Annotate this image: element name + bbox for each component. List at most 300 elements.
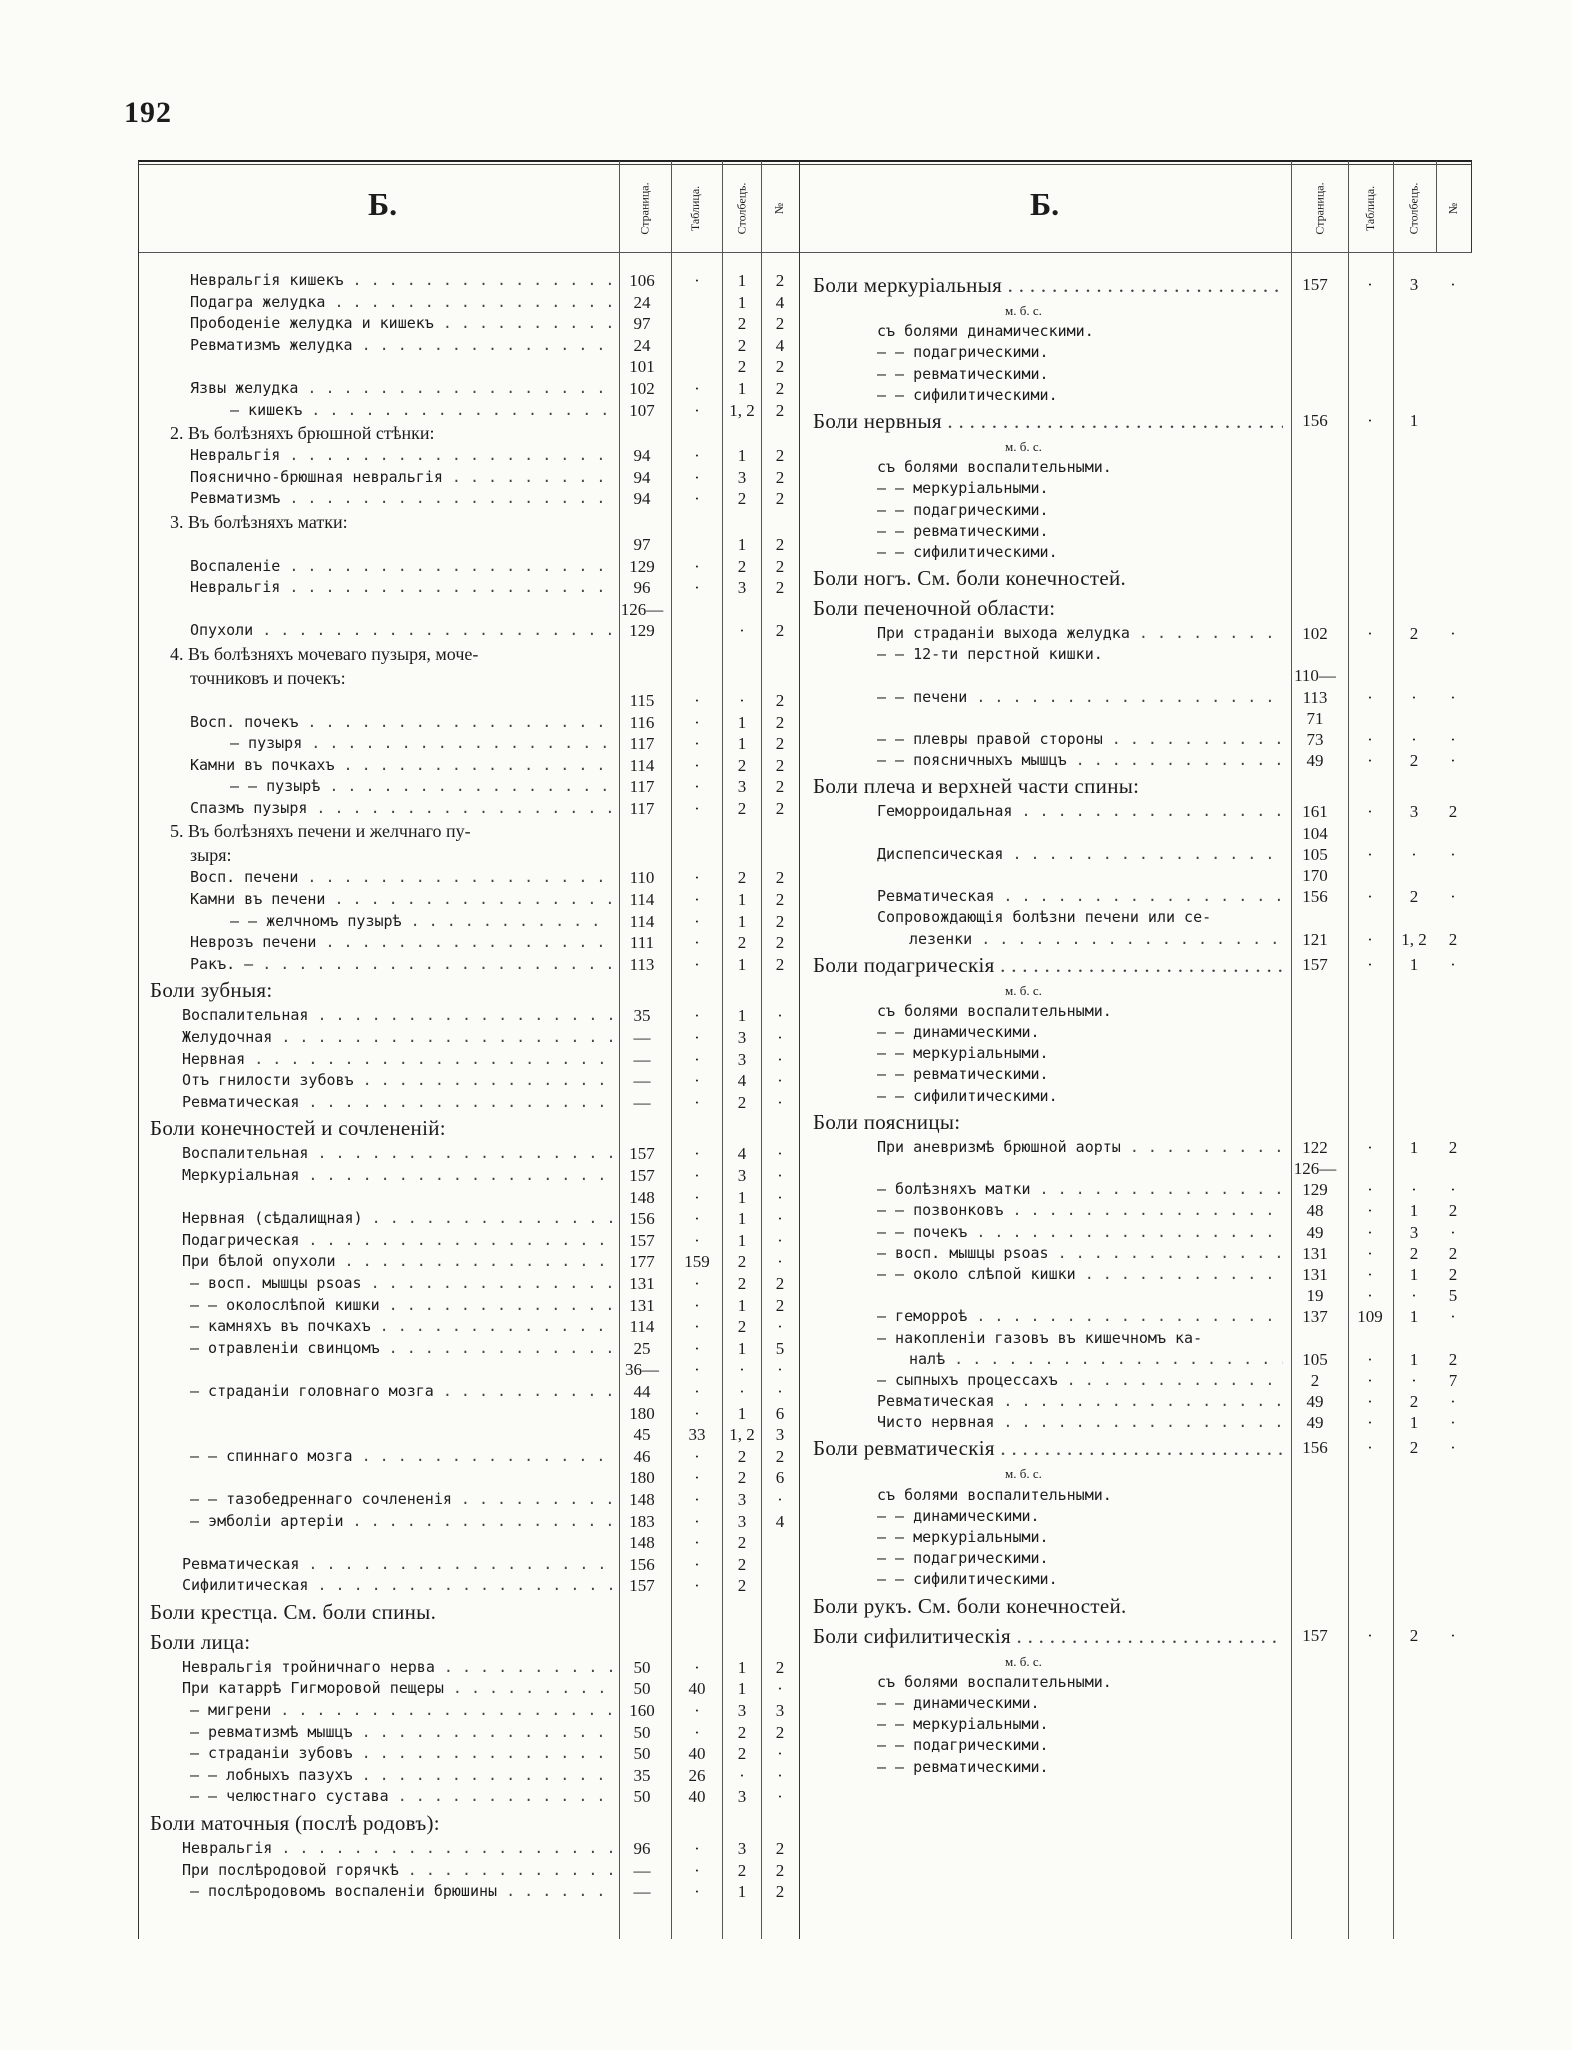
table-ref: · (694, 954, 700, 974)
number-ref: · (1450, 1307, 1456, 1327)
number-ref: · (777, 1028, 783, 1048)
table-ref: · (1367, 730, 1373, 749)
page-ref: — (633, 1049, 651, 1069)
column-ref: 3 (737, 1787, 747, 1807)
column-ref: · (1411, 1286, 1417, 1306)
index-entry (813, 1086, 1473, 1107)
page-ref: — (633, 1092, 651, 1112)
entry-text: Нервная (сѣдалищная) . . . (182, 1208, 612, 1230)
entry-text: 3. Въ болѣзняхъ матки: (170, 511, 348, 532)
column-ref: 1 (737, 534, 747, 554)
page-ref: 102 (1302, 624, 1328, 644)
table-ref: · (694, 1209, 700, 1229)
index-entry (150, 733, 800, 755)
index-column-left (150, 270, 800, 1903)
page-ref: 35 (633, 1765, 651, 1785)
entry-text: — — сифилитическими. (877, 542, 1058, 561)
table-ref: · (1367, 1413, 1373, 1433)
entry-text: Невральгія . . . (190, 445, 612, 467)
column-ref: 3 (737, 1701, 747, 1721)
page-ref: 106 (629, 271, 655, 290)
index-entry (150, 1113, 800, 1143)
number-ref: 5 (775, 1338, 785, 1358)
number-ref: 4 (775, 292, 785, 312)
column-ref: 3 (1409, 275, 1419, 294)
page-ref: 44 (633, 1381, 651, 1401)
index-entry (150, 932, 800, 954)
page-ref: 156 (1302, 1438, 1328, 1458)
index-entry (813, 1527, 1473, 1548)
entry-text: Ревматизмъ желудка . . . (190, 335, 612, 357)
index-entry (813, 1735, 1473, 1756)
number-ref: · (1450, 1392, 1456, 1412)
page-ref: 115 (629, 690, 655, 710)
column-ref: 3 (737, 1166, 747, 1185)
index-entry (813, 801, 1473, 822)
page-ref: 101 (629, 357, 655, 377)
entry-text: — — сифилитическими. (877, 385, 1058, 404)
number-ref: · (1450, 1180, 1456, 1200)
table-ref: · (694, 1360, 700, 1380)
entry-text: — — пузырѣ . . . (230, 776, 612, 798)
column-ref: 1, 2 (729, 1425, 755, 1445)
index-entry (150, 1838, 800, 1860)
index-entry (813, 1569, 1473, 1590)
index-entry (150, 1786, 800, 1808)
page-ref: 117 (629, 734, 655, 754)
page-ref: 111 (629, 933, 655, 953)
number-ref: 2 (775, 1860, 785, 1880)
index-entry (813, 1022, 1473, 1043)
index-entry (813, 436, 1473, 457)
column-ref: 2 (1409, 1625, 1419, 1645)
column-ref: 1 (737, 712, 747, 732)
entry-text: — — подагрическими. (877, 500, 1049, 519)
page-ref: 148 (629, 1533, 655, 1553)
number-ref: 2 (775, 400, 785, 420)
column-ref: · (1411, 844, 1417, 864)
entry-text: — пузыря . . . (230, 733, 612, 755)
index-entry (813, 980, 1473, 1001)
index-entry (813, 542, 1473, 563)
number-ref: · (1450, 275, 1456, 294)
entry-text: — геморроѣ . . . (877, 1306, 1283, 1327)
column-ref: 1 (737, 1295, 747, 1315)
index-entry (813, 1043, 1473, 1064)
page-ref: — (633, 1882, 651, 1902)
page-ref: 156 (1302, 410, 1328, 430)
index-entry (813, 364, 1473, 385)
index-entry (813, 406, 1473, 436)
number-ref: 2 (775, 314, 785, 334)
table-ref: · (694, 1722, 700, 1742)
entry-text: Ревматическая . . . (877, 1391, 1283, 1412)
page-ref: 180 (629, 1468, 655, 1488)
page-ref: 148 (629, 1489, 655, 1509)
column-ref: 1 (737, 1338, 747, 1358)
table-ref: · (694, 734, 700, 754)
entry-text: Боли рукъ. См. боли конечностей. (813, 1593, 1127, 1618)
entry-text: — — ревматическими. (877, 1065, 1049, 1084)
index-entry (813, 950, 1473, 980)
column-ref: 2 (737, 1744, 747, 1764)
index-entry (813, 708, 1473, 729)
index-entry (813, 1285, 1473, 1306)
index-entry (150, 1295, 800, 1317)
index-entry (813, 500, 1473, 521)
entry-text: — — подагрическими. (877, 1549, 1049, 1568)
header-letter-left: Б. (368, 186, 398, 222)
column-ref: 2 (737, 314, 747, 334)
table-ref: · (1367, 624, 1373, 644)
column-ref: · (1411, 1370, 1417, 1390)
page-ref: 50 (633, 1657, 651, 1677)
column-ref: 1 (737, 734, 747, 754)
index-entry (813, 1463, 1473, 1484)
index-entry (813, 1485, 1473, 1506)
page-ref: 126— (1293, 1159, 1337, 1178)
table-ref: 40 (688, 1744, 706, 1764)
column-ref: 2 (1409, 1392, 1419, 1412)
entry-text: 4. Въ болѣзняхъ мочеваго пузыря, моче- (170, 643, 479, 664)
page-ref: 102 (629, 378, 655, 398)
number-ref: · (777, 1765, 783, 1785)
number-ref: · (1450, 887, 1456, 907)
table-ref: · (694, 1882, 700, 1902)
page-ref: 48 (1306, 1201, 1324, 1221)
number-ref: · (1450, 1222, 1456, 1242)
page-ref: 24 (633, 335, 651, 355)
entry-text: — сыпныхъ процессахъ . . . (877, 1370, 1283, 1391)
index-entry (813, 1107, 1473, 1137)
number-ref: 2 (775, 378, 785, 398)
number-ref: 2 (775, 933, 785, 953)
column-ref: · (739, 621, 745, 641)
table-ref: · (1367, 1625, 1373, 1645)
entry-text: — страданіи зубовъ . . . (190, 1743, 612, 1765)
index-entry (150, 889, 800, 911)
entry-text: Сопровождающія болѣзни печени или се- (877, 908, 1212, 927)
column-ref: 1, 2 (1401, 929, 1427, 949)
entry-text: Отъ гнилости зубовъ . . . (182, 1070, 612, 1092)
column-ref: 2 (737, 1092, 747, 1112)
entry-text: Сифилитическая . . . (182, 1575, 612, 1597)
index-entry (150, 867, 800, 889)
column-ref: · (739, 690, 745, 710)
index-entry (813, 1621, 1473, 1651)
number-ref: 4 (775, 1511, 785, 1531)
table-ref: · (1367, 1180, 1373, 1200)
index-entry (150, 378, 800, 400)
number-ref: 6 (775, 1403, 785, 1423)
column-ref: 2 (737, 357, 747, 377)
entry-text: Боли меркуріальныя . . . (813, 270, 1283, 300)
column-ref: 1 (1409, 410, 1419, 430)
entry-text: м. б. с. (1005, 1466, 1042, 1482)
entry-text: Невральгія . . . (182, 1838, 612, 1860)
page-ref: 35 (633, 1006, 651, 1026)
number-ref: 2 (775, 1295, 785, 1315)
table-ref: · (694, 1317, 700, 1337)
index-entry (150, 954, 800, 976)
table-ref: · (694, 911, 700, 931)
index-entry (150, 1489, 800, 1511)
column-ref: 1 (1409, 1413, 1419, 1433)
entry-text: — — плевры правой стороны . . . (877, 729, 1283, 750)
table-ref: · (1367, 1137, 1373, 1157)
page-ref: 157 (629, 1576, 655, 1596)
entry-text: При послѣродовой горячкѣ . . . (182, 1860, 612, 1882)
column-ref: 1 (737, 1679, 747, 1699)
column-ref: · (739, 1765, 745, 1785)
table-ref: · (1367, 887, 1373, 907)
page-ref: 122 (1302, 1137, 1328, 1157)
index-entry (813, 270, 1473, 300)
table-ref: · (694, 1657, 700, 1677)
column-ref: 4 (737, 1144, 747, 1164)
entry-text: 2. Въ болѣзняхъ брюшной стѣнки: (170, 423, 435, 444)
index-entry (150, 975, 800, 1005)
table-ref: · (694, 1468, 700, 1488)
index-entry (150, 1597, 800, 1627)
number-ref: · (777, 1230, 783, 1250)
entry-text: — — меркуріальными. (877, 1715, 1049, 1734)
table-ref: · (694, 1489, 700, 1509)
table-ref: · (694, 400, 700, 420)
entry-text: съ болями воспалительными. (877, 1001, 1112, 1020)
page-ref: 114 (629, 890, 655, 910)
table-ref: 159 (684, 1252, 710, 1272)
entry-text: — — меркуріальными. (877, 479, 1049, 498)
page-ref: 131 (629, 1295, 655, 1315)
column-ref: 3 (737, 578, 747, 598)
page-ref: — (633, 1860, 651, 1880)
number-ref: · (777, 1252, 783, 1272)
column-ref: 2 (737, 1576, 747, 1596)
column-ref: 2 (737, 755, 747, 775)
entry-text: Ревматизмъ . . . (190, 488, 612, 510)
page-ref: 36— (625, 1360, 659, 1380)
index-entry (150, 510, 800, 534)
index-entry (150, 1575, 800, 1597)
number-ref: 2 (775, 446, 785, 466)
number-ref: 2 (775, 690, 785, 710)
number-ref: 2 (775, 954, 785, 974)
table-ref: · (694, 1533, 700, 1553)
entry-text: — — лобныхъ пазухъ . . . (190, 1765, 612, 1787)
table-ref: · (694, 1576, 700, 1596)
page-ref: 94 (633, 446, 651, 466)
entry-text: При катаррѣ Гигморовой пещеры . . . (182, 1678, 612, 1700)
number-ref: · (1450, 954, 1456, 974)
index-entry (150, 400, 800, 422)
index-entry (150, 819, 800, 843)
entry-text: Подагрическая . . . (182, 1230, 612, 1252)
table-ref: · (694, 1860, 700, 1880)
page-ref: 137 (1302, 1307, 1328, 1327)
page-ref: 105 (1302, 1349, 1328, 1369)
number-ref: 2 (775, 357, 785, 377)
entry-text: Воспаленіе . . . (190, 556, 612, 578)
table-top-rule-thin (138, 164, 1472, 165)
number-ref: 2 (1448, 1243, 1458, 1263)
number-ref: 2 (775, 578, 785, 598)
number-ref: 7 (1448, 1370, 1458, 1390)
table-ref: · (694, 1230, 700, 1250)
page-ref: 114 (629, 1317, 655, 1337)
entry-text: Камни въ почкахъ . . . (190, 755, 612, 777)
entry-text: Невральгія . . . (190, 577, 612, 599)
index-entry (150, 421, 800, 445)
number-ref: · (777, 1006, 783, 1026)
entry-text: Невральгія кишекъ . . . (190, 270, 612, 292)
column-ref: 2 (737, 489, 747, 509)
entry-text: Невральгія тройничнаго нерва . . . (182, 1657, 612, 1679)
column-ref: 2 (737, 1860, 747, 1880)
index-entry (813, 385, 1473, 406)
column-ref: 4 (737, 1071, 747, 1091)
table-ref: 40 (688, 1787, 706, 1807)
number-ref: 2 (775, 777, 785, 797)
column-ref: 1 (737, 1187, 747, 1207)
number-ref: · (1450, 1438, 1456, 1458)
number-ref: 2 (775, 868, 785, 888)
index-entry (150, 1092, 800, 1114)
page-ref: 97 (633, 314, 651, 334)
page-ref: — (633, 1071, 651, 1091)
index-entry (813, 844, 1473, 865)
column-ref: 2 (737, 1533, 747, 1553)
index-entry (813, 1651, 1473, 1672)
entry-text: — камняхъ въ почкахъ . . . (190, 1316, 612, 1338)
table-ref: · (694, 1166, 700, 1185)
number-ref: 2 (775, 467, 785, 487)
number-ref: · (777, 1787, 783, 1807)
index-entry (813, 687, 1473, 708)
entry-text: м. б. с. (1005, 438, 1042, 454)
index-entry (813, 644, 1473, 665)
page-ref: — (633, 1028, 651, 1048)
entry-text: — — меркуріальными. (877, 1528, 1049, 1546)
page-ref: 96 (633, 1839, 651, 1859)
column-ref: 2 (737, 933, 747, 953)
column-ref: 1 (737, 911, 747, 931)
index-entry (150, 1143, 800, 1165)
index-entry (150, 1881, 800, 1903)
column-ref: 1 (737, 1006, 747, 1026)
number-ref: · (777, 1679, 783, 1699)
entry-text: Восп. печени . . . (190, 867, 612, 889)
entry-text: — накопленіи газовъ въ кишечномъ ка- (877, 1328, 1203, 1347)
table-ref: · (694, 1006, 700, 1026)
table-ref: · (694, 1028, 700, 1048)
header-column-right: Столбецъ. (1406, 182, 1421, 234)
index-entry (813, 1412, 1473, 1433)
number-ref: · (777, 1381, 783, 1401)
index-entry (150, 313, 800, 335)
index-entry (813, 457, 1473, 478)
index-entry (813, 521, 1473, 542)
table-ref: · (1367, 1243, 1373, 1263)
page-ref: 129 (1302, 1180, 1328, 1200)
index-entry (813, 865, 1473, 886)
entry-text: Боли плеча и верхней части спины: (813, 774, 1140, 799)
index-entry (813, 1064, 1473, 1085)
page-ref: 113 (629, 954, 655, 974)
table-ref: · (1367, 844, 1373, 864)
index-entry (150, 690, 800, 712)
index-entry (150, 1208, 800, 1230)
number-ref: · (777, 1360, 783, 1380)
index-entry (150, 1027, 800, 1049)
table-ref: · (694, 271, 700, 290)
table-ref: · (1367, 687, 1373, 707)
entry-text: — — динамическими. (877, 1023, 1040, 1042)
index-entry (150, 1273, 800, 1295)
page-ref: 156 (629, 1554, 655, 1574)
index-entry (150, 1359, 800, 1381)
index-entry (150, 712, 800, 734)
entry-text: м. б. с. (1005, 982, 1042, 998)
index-entry (813, 1391, 1473, 1412)
number-ref: 2 (775, 556, 785, 576)
column-ref: 1, 2 (729, 400, 755, 420)
index-entry (150, 642, 800, 666)
number-ref: · (1450, 1413, 1456, 1433)
index-entry (813, 1306, 1473, 1327)
table-ref: · (694, 1403, 700, 1423)
number-ref: 2 (775, 890, 785, 910)
index-entry (813, 1264, 1473, 1285)
index-entry (150, 356, 800, 378)
number-ref: 3 (775, 1701, 785, 1721)
table-ref: · (1367, 1392, 1373, 1412)
entry-text: Пояснично-брюшная невральгія . . . (190, 467, 612, 489)
entry-text: Боли зубныя: (150, 978, 273, 1003)
column-ref: 1 (737, 271, 747, 290)
page-ref: 129 (629, 621, 655, 641)
index-entry (150, 1532, 800, 1554)
index-entry (813, 665, 1473, 686)
column-ref: 2 (737, 798, 747, 818)
entry-text: — — ревматическими. (877, 1757, 1049, 1776)
index-entry (813, 1433, 1473, 1463)
entry-text: — болѣзняхъ матки . . . (877, 1179, 1283, 1200)
index-entry (150, 1403, 800, 1425)
index-entry (813, 1693, 1473, 1714)
entry-text: м. б. с. (1005, 303, 1042, 318)
table-ref: · (694, 1554, 700, 1574)
entry-text: При страданіи выхода желудка . . . (877, 623, 1283, 644)
page-ref: 24 (633, 292, 651, 312)
table-ref: · (694, 755, 700, 775)
table-right-border (1471, 161, 1472, 252)
column-ref: 1 (737, 1230, 747, 1250)
page-ref: 129 (629, 556, 655, 576)
entry-text: Ревматическая . . . (182, 1554, 612, 1576)
index-entry (150, 1554, 800, 1576)
page-ref: 157 (1302, 275, 1328, 294)
number-ref: 2 (1448, 1264, 1458, 1284)
index-entry (813, 1370, 1473, 1391)
table-ref: · (694, 712, 700, 732)
column-ref: 3 (737, 777, 747, 797)
header-bottom-rule (138, 252, 1472, 253)
index-entry (150, 335, 800, 357)
table-ref: · (1367, 802, 1373, 822)
table-ref: · (694, 1049, 700, 1069)
entry-text: Прободеніе желудка и кишекъ . . . (190, 313, 612, 335)
